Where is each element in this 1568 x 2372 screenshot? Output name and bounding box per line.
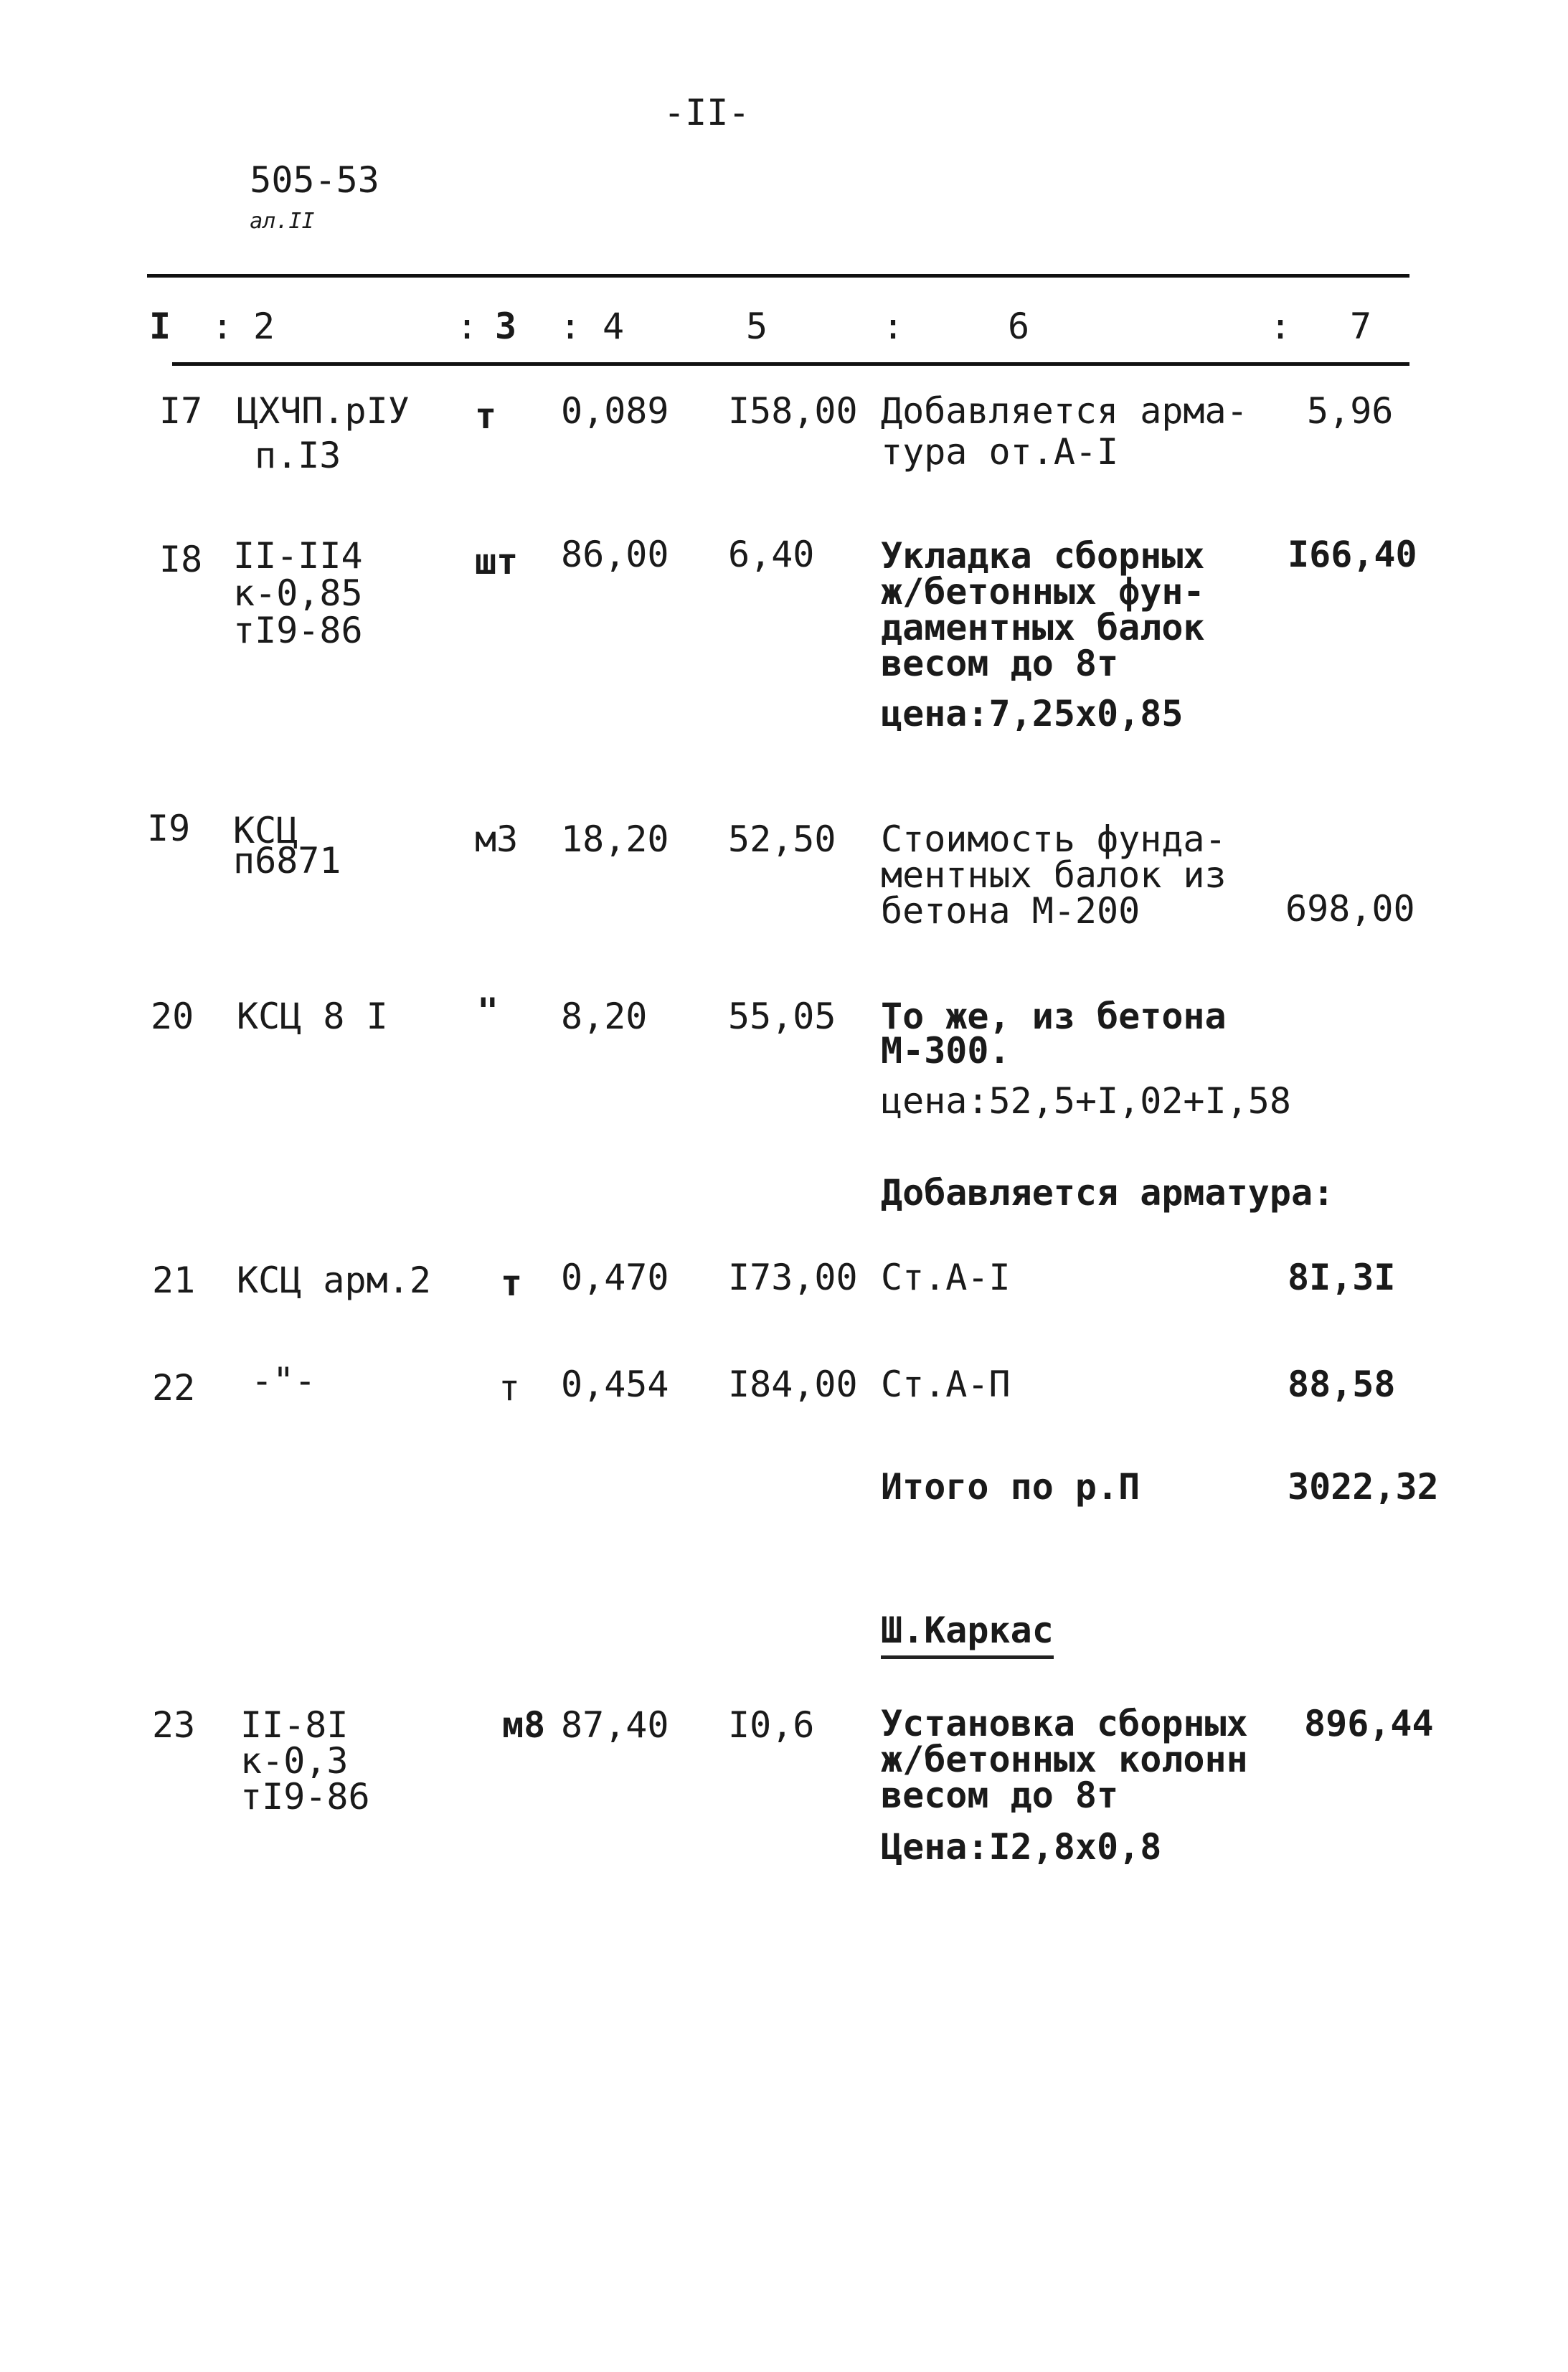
- col-header-2: 2: [253, 306, 275, 347]
- row-description: Добавляется арма-: [881, 390, 1248, 432]
- row-description: То же, из бетона: [881, 996, 1227, 1037]
- col-header-5: 5: [746, 306, 768, 347]
- section-heading: Ш.Каркас: [881, 1612, 1054, 1659]
- row-description: Установка сборных: [881, 1703, 1248, 1744]
- col-header-1: I: [149, 306, 171, 347]
- row-total: 8I,3I: [1288, 1257, 1396, 1298]
- col-sep: :: [212, 306, 234, 347]
- row-quantity: 86,00: [561, 534, 669, 575]
- row-code: к-0,3: [240, 1740, 349, 1782]
- row-code: КСЦ 8 I: [237, 996, 388, 1037]
- page-number: -II-: [663, 92, 750, 133]
- row-unit: м3: [475, 818, 519, 860]
- col-sep: :: [882, 306, 905, 347]
- row-number: 23: [152, 1704, 196, 1746]
- row-description: тура от.А-I: [881, 431, 1119, 473]
- row-quantity: 0,470: [561, 1257, 669, 1298]
- row-unit: м8: [502, 1704, 546, 1746]
- row-code: КСЦ арм.2: [237, 1260, 431, 1301]
- table-header-rule: [172, 362, 1409, 366]
- row-number: 20: [151, 996, 194, 1037]
- row-code: к-0,85: [233, 572, 363, 614]
- row-price: I84,00: [728, 1364, 858, 1405]
- row-code: тI9-86: [240, 1776, 370, 1818]
- row-description: весом до 8т: [881, 643, 1119, 684]
- row-number: I7: [159, 390, 203, 432]
- row-description: даментных балок: [881, 607, 1205, 648]
- row-code: КСЦ: [233, 810, 298, 851]
- row-description: Ст.А-П: [881, 1364, 1011, 1405]
- row-number: I8: [159, 539, 203, 580]
- row-price: I0,6: [728, 1704, 815, 1746]
- row-number: 22: [152, 1367, 196, 1409]
- col-header-6: 6: [1008, 306, 1030, 347]
- row-code: тI9-86: [233, 610, 363, 651]
- row-price-note: цена:7,25х0,85: [881, 693, 1184, 734]
- row-description: М-300.: [881, 1030, 1011, 1072]
- col-header-3: 3: [495, 306, 517, 347]
- row-code: п.I3: [255, 435, 341, 476]
- row-quantity: 87,40: [561, 1704, 669, 1746]
- row-unit: т: [475, 395, 497, 437]
- row-unit: т: [501, 1262, 523, 1304]
- row-description: Ст.А-I: [881, 1257, 1011, 1298]
- row-description: бетона М-200: [881, 890, 1140, 932]
- row-price: 6,40: [728, 534, 815, 575]
- row-number: I9: [147, 808, 191, 849]
- row-price: 52,50: [728, 818, 836, 860]
- row-price: I73,00: [728, 1257, 858, 1298]
- row-total: I66,40: [1288, 534, 1417, 575]
- row-code: II-8I: [240, 1704, 349, 1746]
- row-code: -"-: [251, 1360, 316, 1402]
- col-sep: :: [456, 306, 478, 347]
- row-quantity: 18,20: [561, 818, 669, 860]
- row-quantity: 0,089: [561, 390, 669, 432]
- subtotal-value: 3022,32: [1288, 1466, 1439, 1508]
- document-ref-number: 505-53: [250, 159, 379, 201]
- document-ref: [207, 126, 379, 234]
- row-unit: т: [499, 1367, 521, 1409]
- row-number: 21: [152, 1260, 196, 1301]
- table-top-rule: [147, 274, 1409, 278]
- row-description: ж/бетонных колонн: [881, 1739, 1248, 1780]
- armature-heading: Добавляется арматура:: [881, 1172, 1335, 1214]
- row-description: Стоимость фунда-: [881, 818, 1227, 860]
- row-price-note: цена:52,5+I,02+I,58: [881, 1080, 1291, 1122]
- row-unit: ": [477, 991, 499, 1032]
- row-total: 698,00: [1285, 888, 1415, 930]
- row-description: весом до 8т: [881, 1775, 1119, 1816]
- row-code: II-II4: [233, 535, 363, 577]
- row-total: 88,58: [1288, 1364, 1396, 1405]
- row-quantity: 8,20: [561, 996, 648, 1037]
- row-price: I58,00: [728, 390, 858, 432]
- subtotal-label: Итого по р.П: [881, 1466, 1140, 1508]
- document-ref-mark: ал.II: [250, 209, 315, 234]
- col-sep: :: [559, 306, 582, 347]
- row-unit: шт: [475, 541, 519, 582]
- row-total: 896,44: [1304, 1703, 1434, 1744]
- row-code: п6871: [233, 840, 341, 882]
- row-total: 5,96: [1307, 390, 1394, 432]
- row-price-note: Цена:I2,8х0,8: [881, 1826, 1162, 1868]
- col-header-4: 4: [603, 306, 625, 347]
- row-description: ментных балок из: [881, 854, 1227, 896]
- row-description: Укладка сборных: [881, 535, 1205, 577]
- row-price: 55,05: [728, 996, 836, 1037]
- row-code: ЦХЧП.рIУ: [237, 390, 410, 432]
- col-sep: :: [1270, 306, 1292, 347]
- row-quantity: 0,454: [561, 1364, 669, 1405]
- col-header-7: 7: [1350, 306, 1372, 347]
- row-description: ж/бетонных фун-: [881, 571, 1205, 613]
